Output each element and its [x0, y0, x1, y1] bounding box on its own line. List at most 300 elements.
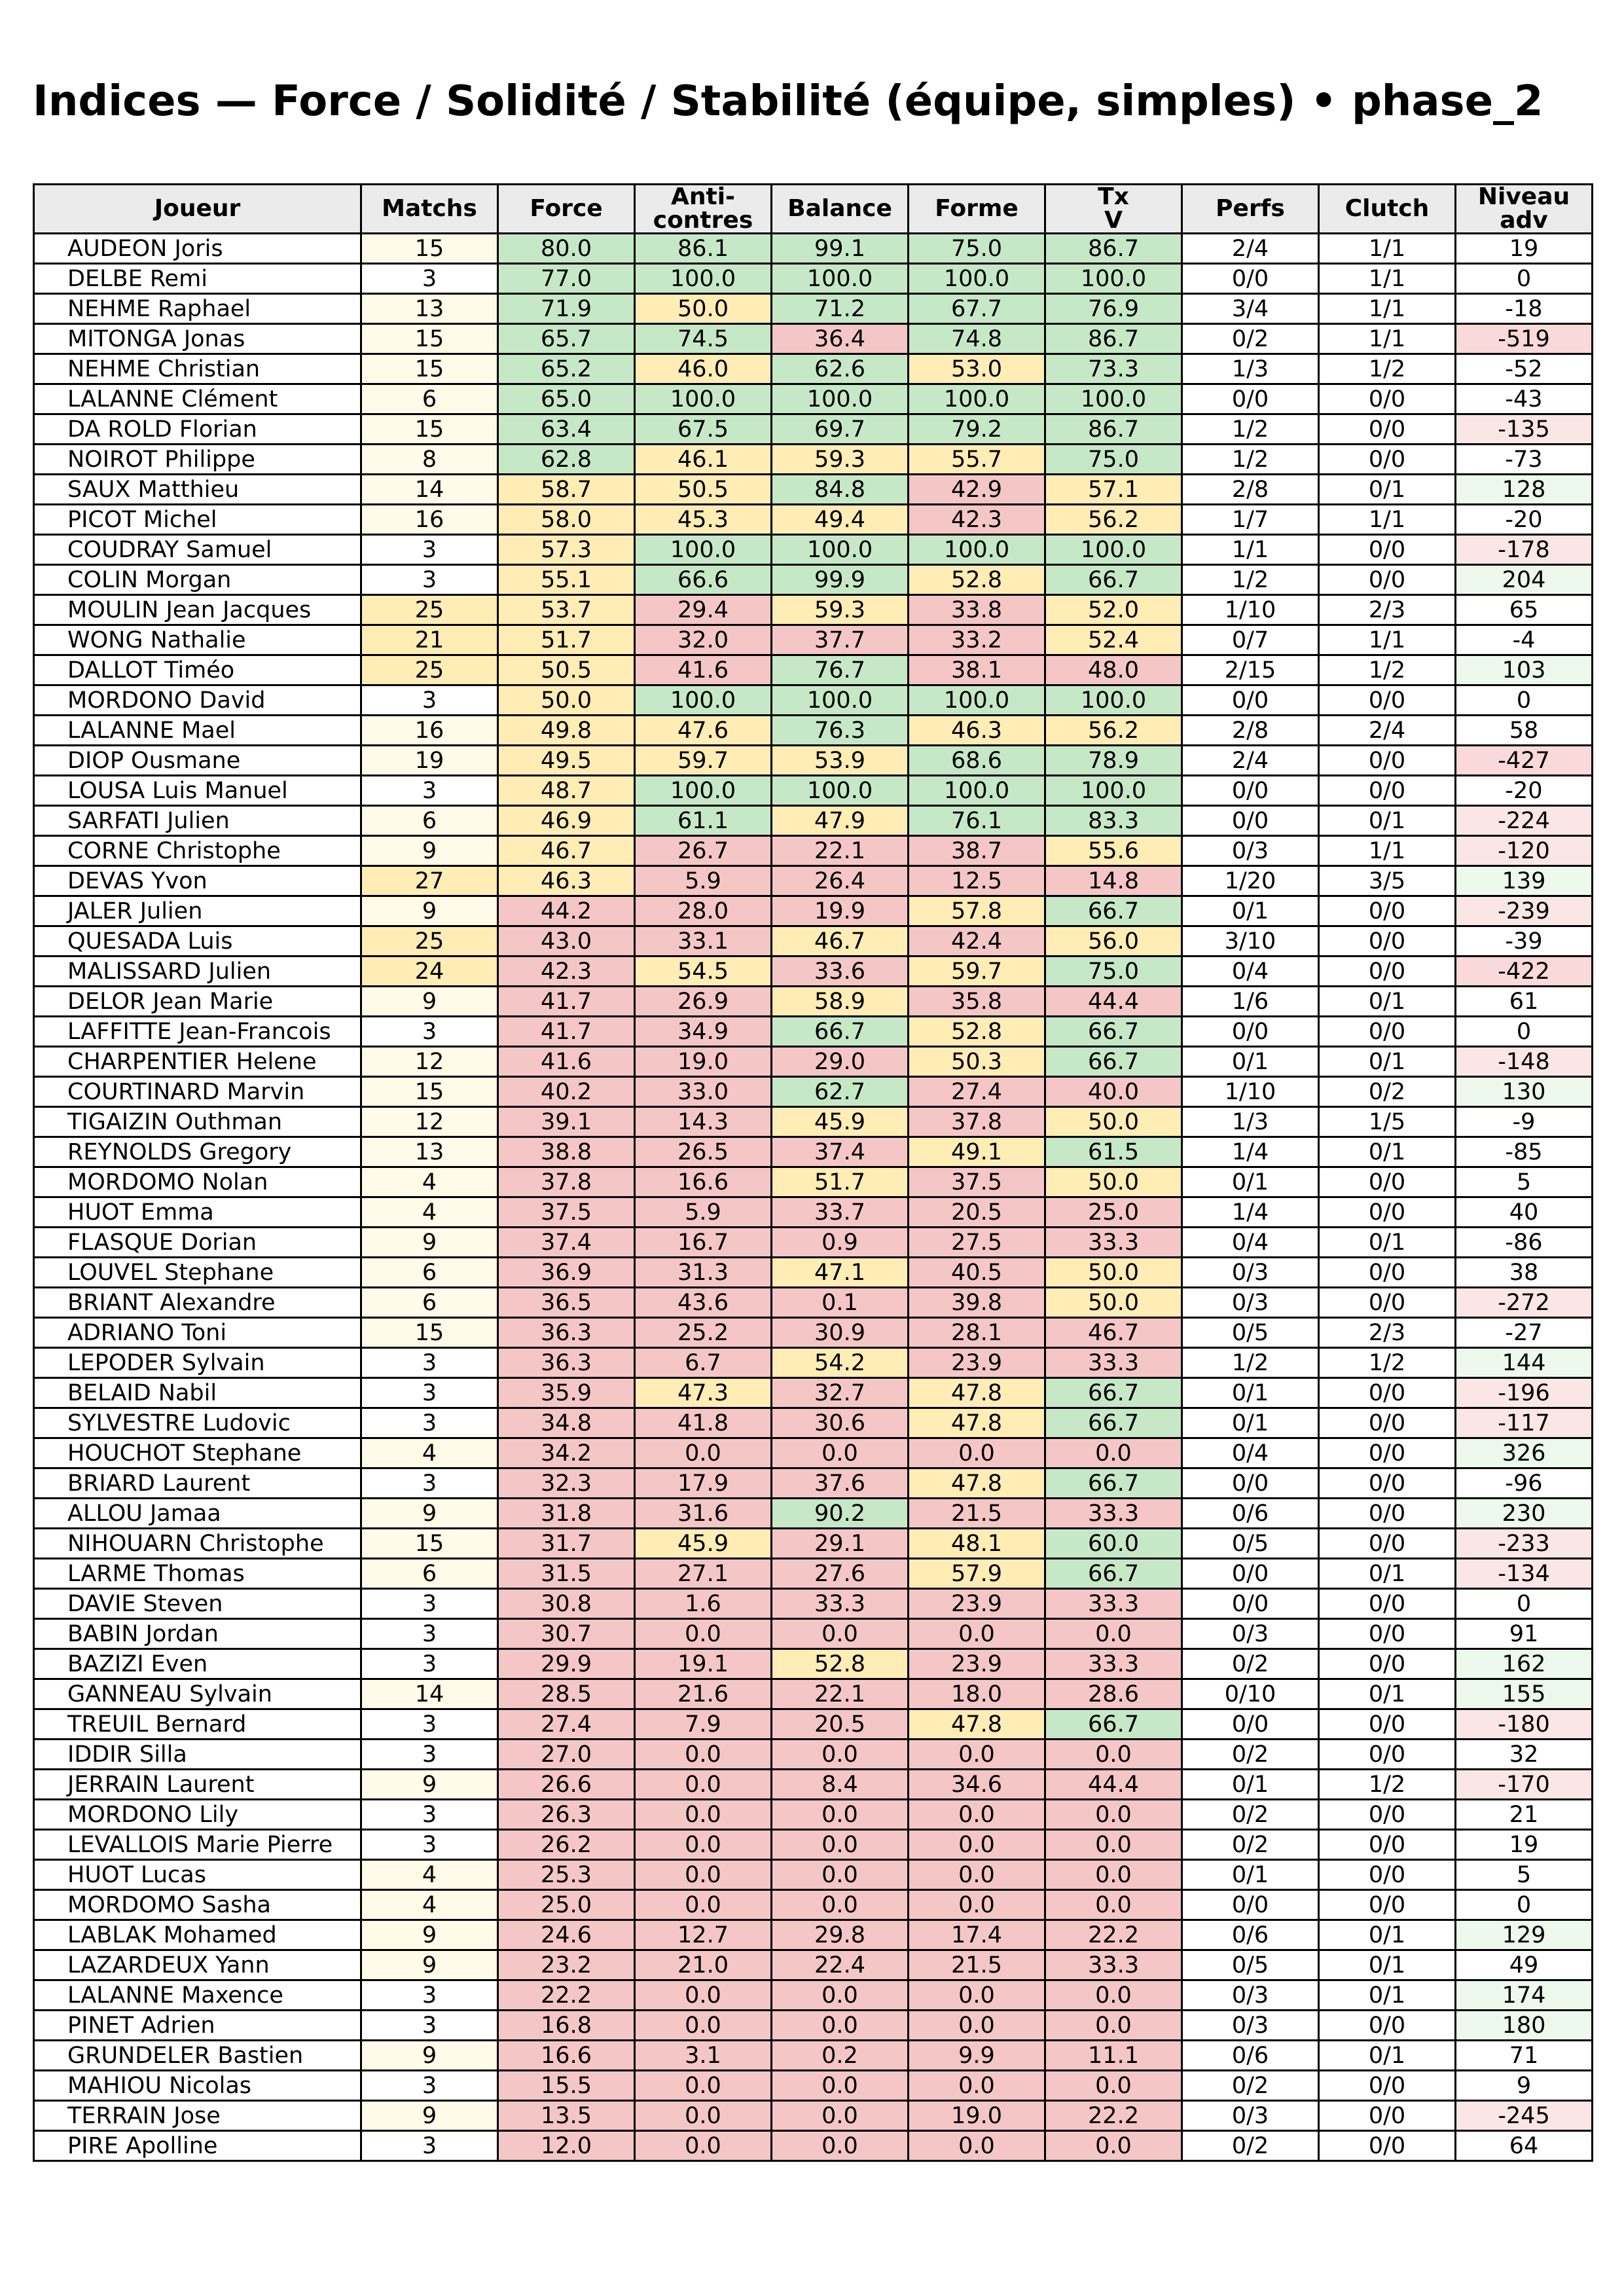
table-cell: 3: [361, 264, 498, 294]
table-cell: 0/0: [1319, 2101, 1456, 2131]
player-name-cell: NOIROT Philippe: [34, 445, 361, 475]
table-cell: 3: [361, 1709, 498, 1740]
player-name-cell: LALANNE Clément: [34, 384, 361, 414]
table-cell: 54.2: [772, 1348, 909, 1378]
table-cell: 0.0: [1045, 2131, 1182, 2161]
table-cell: 180: [1456, 2011, 1593, 2041]
table-row: [34, 836, 1593, 866]
table-cell: 1/3: [1182, 354, 1319, 384]
table-cell: 0/0: [1182, 776, 1319, 806]
table-cell: 40.5: [909, 1258, 1045, 1288]
table-cell: 15: [361, 414, 498, 445]
player-name-cell: HUOT Emma: [34, 1197, 361, 1228]
table-cell: 19: [1456, 234, 1593, 264]
table-cell: 29.4: [635, 595, 772, 625]
table-cell: 130: [1456, 1077, 1593, 1107]
table-row: [34, 1830, 1593, 1860]
table-row: [34, 324, 1593, 354]
table-cell: 1/1: [1319, 234, 1456, 264]
table-cell: 59.3: [772, 445, 909, 475]
table-cell: 0.0: [635, 1800, 772, 1830]
table-row: [34, 565, 1593, 595]
table-cell: 23.9: [909, 1589, 1045, 1619]
table-cell: 0/0: [1319, 2071, 1456, 2101]
player-name-cell: TERRAIN Jose: [34, 2101, 361, 2131]
table-row: [34, 1980, 1593, 2011]
table-cell: 50.0: [1045, 1167, 1182, 1197]
table-cell: 0/1: [1319, 1920, 1456, 1950]
table-row: [34, 294, 1593, 324]
table-cell: 25: [361, 926, 498, 957]
table-cell: 0/1: [1319, 1228, 1456, 1258]
table-row: [34, 2011, 1593, 2041]
table-cell: 5: [1456, 1167, 1593, 1197]
table-cell: 0/0: [1319, 1589, 1456, 1619]
table-row: [34, 2131, 1593, 2161]
table-cell: 0/5: [1182, 1529, 1319, 1559]
player-name-cell: NEHME Raphael: [34, 294, 361, 324]
table-cell: 37.8: [498, 1167, 635, 1197]
player-name-cell: JALER Julien: [34, 896, 361, 926]
table-header-row: [34, 185, 1593, 234]
table-cell: 52.0: [1045, 595, 1182, 625]
table-cell: 0/1: [1319, 1980, 1456, 2011]
table-cell: 26.3: [498, 1800, 635, 1830]
table-cell: 44.4: [1045, 1770, 1182, 1800]
table-cell: 9: [361, 1499, 498, 1529]
table-cell: 5.9: [635, 866, 772, 896]
table-cell: 83.3: [1045, 806, 1182, 836]
table-cell: 66.7: [1045, 1017, 1182, 1047]
table-row: [34, 1468, 1593, 1499]
table-cell: 64: [1456, 2131, 1593, 2161]
table-cell: 16.7: [635, 1228, 772, 1258]
table-cell: 52.8: [772, 1649, 909, 1679]
table-cell: 21.5: [909, 1950, 1045, 1980]
table-cell: -135: [1456, 414, 1593, 445]
table-cell: 66.7: [1045, 1559, 1182, 1589]
table-cell: 1/2: [1319, 354, 1456, 384]
table-cell: 0/0: [1319, 1619, 1456, 1649]
table-cell: -224: [1456, 806, 1593, 836]
table-cell: 19: [361, 746, 498, 776]
table-cell: -43: [1456, 384, 1593, 414]
table-cell: 0/0: [1319, 1408, 1456, 1438]
table-cell: 66.7: [1045, 565, 1182, 595]
table-cell: 15.5: [498, 2071, 635, 2101]
table-cell: 71.9: [498, 294, 635, 324]
table-cell: 0/6: [1182, 1499, 1319, 1529]
table-cell: 36.9: [498, 1258, 635, 1288]
table-cell: 0/2: [1182, 1649, 1319, 1679]
table-cell: 66.7: [1045, 1709, 1182, 1740]
table-cell: 0/4: [1182, 957, 1319, 987]
table-cell: 128: [1456, 475, 1593, 505]
table-cell: 30.7: [498, 1619, 635, 1649]
column-header-label: Tx: [1098, 184, 1129, 210]
table-cell: 100.0: [772, 535, 909, 565]
table-cell: 46.7: [498, 836, 635, 866]
table-cell: 58.7: [498, 475, 635, 505]
table-cell: 0.0: [635, 1860, 772, 1890]
column-header: [772, 185, 909, 234]
table-row: [34, 896, 1593, 926]
table-cell: 41.8: [635, 1408, 772, 1438]
table-cell: 76.7: [772, 655, 909, 685]
table-cell: 3: [361, 1017, 498, 1047]
table-cell: 5.9: [635, 1197, 772, 1228]
table-cell: 1.6: [635, 1589, 772, 1619]
table-cell: 23.9: [909, 1348, 1045, 1378]
table-cell: -73: [1456, 445, 1593, 475]
table-cell: 0/0: [1319, 957, 1456, 987]
table-cell: 47.1: [772, 1258, 909, 1288]
table-cell: 0.0: [772, 1980, 909, 2011]
table-cell: 66.7: [1045, 1468, 1182, 1499]
column-header-label: Forme: [935, 195, 1019, 222]
table-cell: 25.3: [498, 1860, 635, 1890]
table-cell: 0/0: [1182, 1589, 1319, 1619]
table-cell: 0.0: [909, 2071, 1045, 2101]
table-cell: 0/0: [1182, 1017, 1319, 1047]
table-row: [34, 354, 1593, 384]
table-cell: 50.0: [635, 294, 772, 324]
table-cell: 52.8: [909, 565, 1045, 595]
table-cell: 17.4: [909, 1920, 1045, 1950]
table-cell: -422: [1456, 957, 1593, 987]
table-cell: 174: [1456, 1980, 1593, 2011]
table-cell: 15: [361, 324, 498, 354]
table-cell: -27: [1456, 1318, 1593, 1348]
table-cell: 22.1: [772, 1679, 909, 1709]
table-cell: 33.3: [1045, 1649, 1182, 1679]
table-cell: 86.7: [1045, 324, 1182, 354]
table-row: [34, 2041, 1593, 2071]
table-cell: 30.8: [498, 1589, 635, 1619]
table-cell: 9: [361, 836, 498, 866]
table-cell: 0/0: [1319, 1438, 1456, 1468]
table-cell: 0/0: [1182, 264, 1319, 294]
table-cell: 21.5: [909, 1499, 1045, 1529]
table-cell: 53.0: [909, 354, 1045, 384]
table-cell: 9.9: [909, 2041, 1045, 2071]
table-cell: 56.0: [1045, 926, 1182, 957]
table-cell: 1/1: [1319, 505, 1456, 535]
table-cell: 19.0: [909, 2101, 1045, 2131]
table-cell: 27.4: [498, 1709, 635, 1740]
table-cell: 0/0: [1319, 896, 1456, 926]
table-cell: 26.5: [635, 1137, 772, 1167]
table-cell: 9: [361, 896, 498, 926]
table-cell: 0/5: [1182, 1950, 1319, 1980]
table-cell: 28.6: [1045, 1679, 1182, 1709]
table-cell: 9: [1456, 2071, 1593, 2101]
table-cell: 1/1: [1319, 294, 1456, 324]
table-cell: 0.0: [909, 1860, 1045, 1890]
player-name-cell: ADRIANO Toni: [34, 1318, 361, 1348]
table-cell: 26.2: [498, 1830, 635, 1860]
table-cell: 69.7: [772, 414, 909, 445]
table-cell: 15: [361, 1529, 498, 1559]
table-cell: 0/0: [1319, 445, 1456, 475]
table-cell: 37.5: [909, 1167, 1045, 1197]
table-cell: 0/0: [1319, 2011, 1456, 2041]
player-name-cell: TREUIL Bernard: [34, 1709, 361, 1740]
player-name-cell: MORDOMO Nolan: [34, 1167, 361, 1197]
table-cell: 19.0: [635, 1047, 772, 1077]
table-cell: 27.0: [498, 1740, 635, 1770]
player-name-cell: ALLOU Jamaa: [34, 1499, 361, 1529]
column-header: [34, 185, 361, 234]
player-name-cell: DA ROLD Florian: [34, 414, 361, 445]
table-cell: 0/0: [1182, 384, 1319, 414]
table-cell: 2/4: [1319, 716, 1456, 746]
table-cell: 62.7: [772, 1077, 909, 1107]
table-cell: -427: [1456, 746, 1593, 776]
table-cell: 66.7: [1045, 1378, 1182, 1408]
table-cell: 24.6: [498, 1920, 635, 1950]
table-cell: 33.7: [772, 1197, 909, 1228]
table-cell: 0.0: [635, 1740, 772, 1770]
table-cell: 3.1: [635, 2041, 772, 2071]
table-cell: 1/1: [1319, 264, 1456, 294]
table-cell: 37.7: [772, 625, 909, 655]
table-cell: 0/1: [1182, 1047, 1319, 1077]
player-name-cell: DIOP Ousmane: [34, 746, 361, 776]
table-cell: 100.0: [772, 264, 909, 294]
table-row: [34, 1499, 1593, 1529]
table-cell: 0/0: [1319, 1197, 1456, 1228]
table-cell: 12: [361, 1107, 498, 1137]
table-cell: 32.3: [498, 1468, 635, 1499]
table-cell: 1/2: [1182, 445, 1319, 475]
table-cell: 74.5: [635, 324, 772, 354]
table-row: [34, 414, 1593, 445]
table-cell: 4: [361, 1438, 498, 1468]
table-cell: 9: [361, 1770, 498, 1800]
table-cell: 23.2: [498, 1950, 635, 1980]
table-cell: 0/6: [1182, 2041, 1319, 2071]
table-row: [34, 987, 1593, 1017]
table-cell: 35.8: [909, 987, 1045, 1017]
table-cell: 0.0: [772, 2131, 909, 2161]
table-cell: 0.0: [772, 1619, 909, 1649]
table-cell: -39: [1456, 926, 1593, 957]
table-cell: 0.0: [1045, 1438, 1182, 1468]
table-cell: 16.6: [498, 2041, 635, 2071]
table-cell: 0.0: [772, 1438, 909, 1468]
column-header-label: Joueur: [154, 195, 241, 222]
table-cell: 0.0: [909, 1980, 1045, 2011]
table-cell: 3: [361, 1740, 498, 1770]
table-cell: 0/7: [1182, 625, 1319, 655]
table-cell: 46.3: [909, 716, 1045, 746]
table-row: [34, 806, 1593, 836]
table-cell: 3: [361, 1468, 498, 1499]
table-row: [34, 1559, 1593, 1589]
table-cell: 0/5: [1182, 1318, 1319, 1348]
table-cell: 36.3: [498, 1348, 635, 1378]
table-cell: 57.1: [1045, 475, 1182, 505]
player-name-cell: HUOT Lucas: [34, 1860, 361, 1890]
table-cell: 33.3: [1045, 1589, 1182, 1619]
table-cell: 75.0: [1045, 445, 1182, 475]
table-cell: 36.5: [498, 1288, 635, 1318]
table-cell: 75.0: [909, 234, 1045, 264]
table-row: [34, 505, 1593, 535]
table-cell: 1/1: [1319, 836, 1456, 866]
table-row: [34, 475, 1593, 505]
table-cell: 66.7: [772, 1017, 909, 1047]
table-cell: 52.8: [909, 1017, 1045, 1047]
column-header-label: contres: [653, 207, 753, 234]
table-cell: 28.1: [909, 1318, 1045, 1348]
table-cell: 1/2: [1319, 1770, 1456, 1800]
table-cell: 0/3: [1182, 836, 1319, 866]
table-cell: 99.1: [772, 234, 909, 264]
table-cell: 0: [1456, 1589, 1593, 1619]
table-row: [34, 535, 1593, 565]
table-cell: 144: [1456, 1348, 1593, 1378]
player-name-cell: MOULIN Jean Jacques: [34, 595, 361, 625]
table-cell: 43.0: [498, 926, 635, 957]
column-header-label: Anti-: [671, 184, 735, 210]
table-cell: 1/2: [1182, 565, 1319, 595]
table-row: [34, 1197, 1593, 1228]
player-name-cell: PICOT Michel: [34, 505, 361, 535]
table-cell: 9: [361, 2101, 498, 2131]
table-cell: 0/0: [1319, 1529, 1456, 1559]
table-row: [34, 1649, 1593, 1679]
table-cell: 0/0: [1319, 1258, 1456, 1288]
table-cell: 21.0: [635, 1950, 772, 1980]
player-name-cell: BABIN Jordan: [34, 1619, 361, 1649]
column-header: [635, 185, 772, 234]
table-cell: 1/1: [1182, 535, 1319, 565]
table-cell: 25: [361, 655, 498, 685]
table-cell: 33.8: [909, 595, 1045, 625]
table-cell: 29.1: [772, 1529, 909, 1559]
table-cell: 42.3: [909, 505, 1045, 535]
table-cell: 1/6: [1182, 987, 1319, 1017]
table-cell: 0/0: [1319, 2131, 1456, 2161]
table-cell: 0.0: [909, 1830, 1045, 1860]
table-cell: 46.1: [635, 445, 772, 475]
table-cell: -85: [1456, 1137, 1593, 1167]
table-cell: 0.0: [772, 1890, 909, 1920]
table-cell: 9: [361, 987, 498, 1017]
table-cell: 1/5: [1319, 1107, 1456, 1137]
table-cell: 38.7: [909, 836, 1045, 866]
table-cell: 27.6: [772, 1559, 909, 1589]
table-cell: 62.8: [498, 445, 635, 475]
table-cell: 0.0: [1045, 1860, 1182, 1890]
table-cell: 42.9: [909, 475, 1045, 505]
table-row: [34, 746, 1593, 776]
table-row: [34, 1408, 1593, 1438]
table-cell: 13: [361, 294, 498, 324]
column-header: [909, 185, 1045, 234]
table-cell: 25.2: [635, 1318, 772, 1348]
table-cell: 46.9: [498, 806, 635, 836]
table-cell: 1/2: [1319, 1348, 1456, 1378]
table-cell: 0/1: [1319, 806, 1456, 836]
table-cell: 57.9: [909, 1559, 1045, 1589]
table-cell: 2/8: [1182, 716, 1319, 746]
table-cell: 33.1: [635, 926, 772, 957]
table-cell: 76.1: [909, 806, 1045, 836]
player-name-cell: FLASQUE Dorian: [34, 1228, 361, 1258]
table-cell: 0.9: [772, 1228, 909, 1258]
table-cell: 0/0: [1319, 414, 1456, 445]
table-cell: 100.0: [909, 776, 1045, 806]
table-row: [34, 1017, 1593, 1047]
table-cell: 47.3: [635, 1378, 772, 1408]
table-row: [34, 1890, 1593, 1920]
table-cell: 51.7: [498, 625, 635, 655]
table-cell: 3: [361, 565, 498, 595]
table-cell: 1/4: [1182, 1137, 1319, 1167]
table-cell: 0.0: [1045, 2071, 1182, 2101]
table-cell: 100.0: [772, 685, 909, 716]
column-header: [1182, 185, 1319, 234]
player-name-cell: LALANNE Mael: [34, 716, 361, 746]
table-cell: 0.0: [635, 1438, 772, 1468]
table-cell: 0.0: [772, 1830, 909, 1860]
table-cell: 0/10: [1182, 1679, 1319, 1709]
table-cell: 32.7: [772, 1378, 909, 1408]
table-cell: 3: [361, 2071, 498, 2101]
table-cell: 0.2: [772, 2041, 909, 2071]
table-cell: 0/2: [1182, 324, 1319, 354]
table-cell: 99.9: [772, 565, 909, 595]
table-cell: 6: [361, 1258, 498, 1288]
table-cell: 0/4: [1182, 1228, 1319, 1258]
table-cell: -86: [1456, 1228, 1593, 1258]
table-cell: 42.4: [909, 926, 1045, 957]
table-cell: 162: [1456, 1649, 1593, 1679]
table-row: [34, 1258, 1593, 1288]
table-cell: 14.3: [635, 1107, 772, 1137]
table-cell: 65.0: [498, 384, 635, 414]
table-body: [34, 234, 1593, 2161]
table-cell: 91: [1456, 1619, 1593, 1649]
table-cell: 17.9: [635, 1468, 772, 1499]
table-cell: 6: [361, 806, 498, 836]
table-cell: 47.8: [909, 1709, 1045, 1740]
table-cell: 51.7: [772, 1167, 909, 1197]
table-cell: 31.5: [498, 1559, 635, 1589]
table-cell: 100.0: [1045, 264, 1182, 294]
table-cell: -18: [1456, 294, 1593, 324]
player-name-cell: SARFATI Julien: [34, 806, 361, 836]
table-cell: 0/0: [1182, 1890, 1319, 1920]
table-cell: 15: [361, 234, 498, 264]
table-cell: 3/10: [1182, 926, 1319, 957]
table-cell: 32: [1456, 1740, 1593, 1770]
table-cell: 86.7: [1045, 414, 1182, 445]
table-cell: 29.8: [772, 1920, 909, 1950]
table-cell: 37.5: [498, 1197, 635, 1228]
table-cell: 50.0: [1045, 1107, 1182, 1137]
table-cell: 0.0: [909, 2131, 1045, 2161]
table-cell: 57.3: [498, 535, 635, 565]
player-name-cell: WONG Nathalie: [34, 625, 361, 655]
table-cell: 0/0: [1182, 1559, 1319, 1589]
table-cell: -20: [1456, 505, 1593, 535]
table-cell: 50.5: [498, 655, 635, 685]
table-cell: 61.5: [1045, 1137, 1182, 1167]
